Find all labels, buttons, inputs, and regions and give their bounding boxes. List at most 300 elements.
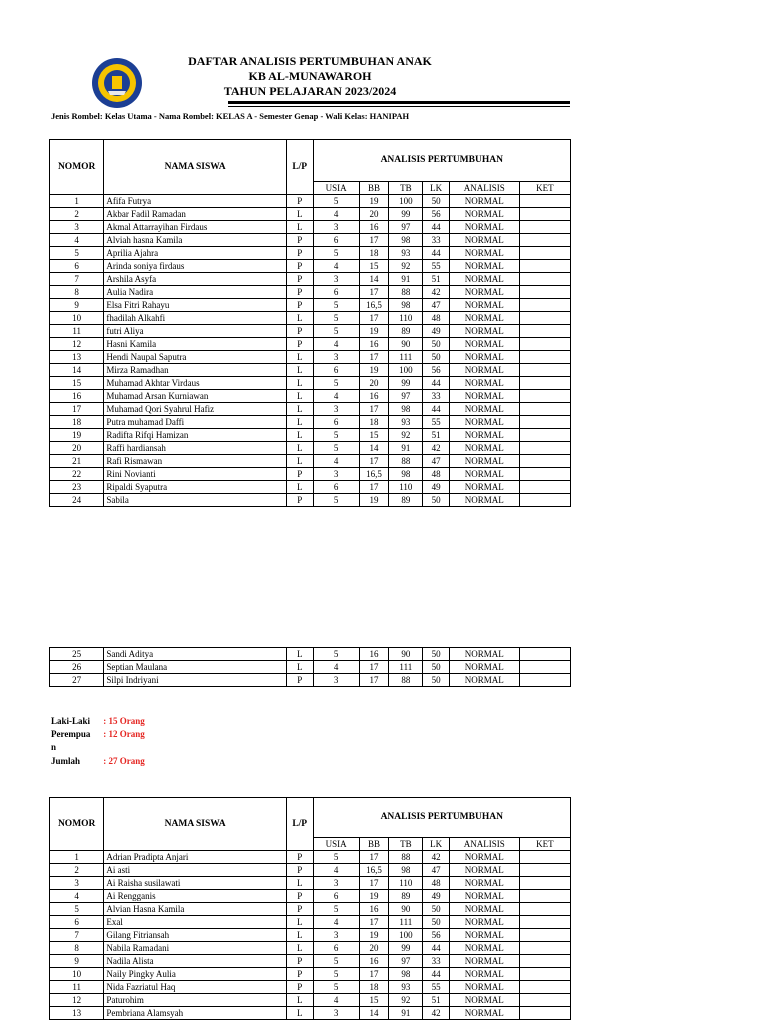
table-row [50, 195, 571, 208]
height-cell: 92 [389, 994, 423, 1007]
summary-jumlah-value: : 27 Orang [103, 756, 145, 766]
height-cell: 98 [389, 299, 423, 312]
summary-laki [51, 715, 145, 728]
analysis-cell: NORMAL [449, 674, 519, 687]
summary-perempuan-value: : 12 Orang [103, 729, 145, 739]
head-circumference-cell: 49 [423, 325, 450, 338]
height-cell: 111 [389, 351, 423, 364]
row-number-cell: 7 [50, 273, 104, 286]
weight-cell: 16 [359, 648, 389, 661]
gender-cell: P [286, 468, 313, 481]
analysis-cell: NORMAL [449, 286, 519, 299]
weight-cell: 16,5 [359, 864, 389, 877]
student-name-cell: Paturohim [104, 994, 287, 1007]
table-row [50, 929, 571, 942]
remark-cell [519, 494, 570, 507]
remark-cell [519, 981, 570, 994]
age-cell: 5 [313, 981, 359, 994]
head-circumference-cell: 56 [423, 929, 450, 942]
remark-cell [519, 890, 570, 903]
height-cell: 93 [389, 981, 423, 994]
analysis-cell: NORMAL [449, 234, 519, 247]
row-number-cell: 11 [50, 325, 104, 338]
table-row [50, 890, 571, 903]
weight-cell: 18 [359, 981, 389, 994]
table-row [50, 916, 571, 929]
summary-laki-label: Laki-Laki [51, 716, 91, 726]
head-circumference-cell: 50 [423, 903, 450, 916]
col-tb: TB [389, 182, 423, 195]
summary-jumlah-label: Jumlah [51, 756, 81, 766]
gender-cell: L [286, 942, 313, 955]
gender-cell: L [286, 1007, 313, 1020]
height-cell: 92 [389, 260, 423, 273]
height-cell: 97 [389, 390, 423, 403]
remark-cell [519, 221, 570, 234]
height-cell: 98 [389, 864, 423, 877]
height-cell: 98 [389, 968, 423, 981]
head-circumference-cell: 44 [423, 403, 450, 416]
head-circumference-cell: 49 [423, 890, 450, 903]
col-lk: LK [423, 182, 450, 195]
student-name-cell: Mirza Ramadhan [104, 364, 287, 377]
gender-cell: P [286, 195, 313, 208]
remark-cell [519, 338, 570, 351]
head-circumference-cell: 50 [423, 494, 450, 507]
student-name-cell: Ai Rengganis [104, 890, 287, 903]
gender-cell: L [286, 648, 313, 661]
analysis-cell: NORMAL [449, 195, 519, 208]
row-number-cell: 3 [50, 877, 104, 890]
student-name-cell: Aprilia Ajahra [104, 247, 287, 260]
student-name-cell: Rafi Rismawan [104, 455, 287, 468]
weight-cell: 16 [359, 221, 389, 234]
row-number-cell: 18 [50, 416, 104, 429]
table-2-body [50, 648, 571, 687]
head-circumference-cell: 51 [423, 994, 450, 1007]
row-number-cell: 21 [50, 455, 104, 468]
table-row [50, 273, 571, 286]
remark-cell [519, 864, 570, 877]
weight-cell: 15 [359, 260, 389, 273]
row-number-cell: 1 [50, 195, 104, 208]
height-cell: 111 [389, 916, 423, 929]
remark-cell [519, 351, 570, 364]
remark-cell [519, 312, 570, 325]
col-lp: L/P [286, 798, 313, 851]
analysis-cell: NORMAL [449, 351, 519, 364]
student-name-cell: Exal [104, 916, 287, 929]
student-name-cell: Ripaldi Syaputra [104, 481, 287, 494]
head-circumference-cell: 47 [423, 299, 450, 312]
gender-cell: L [286, 390, 313, 403]
head-circumference-cell: 44 [423, 968, 450, 981]
student-name-cell: fhadilah Alkahfi [104, 312, 287, 325]
head-circumference-cell: 33 [423, 390, 450, 403]
analysis-cell: NORMAL [449, 877, 519, 890]
age-cell: 4 [313, 260, 359, 273]
row-number-cell: 13 [50, 351, 104, 364]
age-cell: 5 [313, 312, 359, 325]
table-row [50, 390, 571, 403]
table-row [50, 851, 571, 864]
age-cell: 3 [313, 221, 359, 234]
analysis-cell: NORMAL [449, 273, 519, 286]
remark-cell [519, 377, 570, 390]
height-cell: 88 [389, 286, 423, 299]
gender-cell: P [286, 325, 313, 338]
height-cell: 89 [389, 325, 423, 338]
student-name-cell: Alviah hasna Kamila [104, 234, 287, 247]
analysis-cell: NORMAL [449, 968, 519, 981]
analysis-cell: NORMAL [449, 1007, 519, 1020]
gender-cell: P [286, 260, 313, 273]
height-cell: 90 [389, 903, 423, 916]
age-cell: 5 [313, 442, 359, 455]
age-cell: 6 [313, 942, 359, 955]
age-cell: 6 [313, 416, 359, 429]
age-cell: 5 [313, 429, 359, 442]
summary-perempuan [51, 728, 145, 741]
doc-title-line1: DAFTAR ANALISIS PERTUMBUHAN ANAK [188, 54, 432, 68]
student-name-cell: Pembriana Alamsyah [104, 1007, 287, 1020]
age-cell: 4 [313, 864, 359, 877]
weight-cell: 17 [359, 312, 389, 325]
analysis-cell: NORMAL [449, 661, 519, 674]
remark-cell [519, 674, 570, 687]
height-cell: 99 [389, 942, 423, 955]
gender-cell: L [286, 916, 313, 929]
height-cell: 99 [389, 377, 423, 390]
gender-cell: P [286, 864, 313, 877]
weight-cell: 16 [359, 955, 389, 968]
height-cell: 91 [389, 1007, 423, 1020]
table-row [50, 312, 571, 325]
analysis-cell: NORMAL [449, 390, 519, 403]
student-name-cell: Alvian Hasna Kamila [104, 903, 287, 916]
remark-cell [519, 916, 570, 929]
col-usia: USIA [313, 838, 359, 851]
gender-cell: L [286, 403, 313, 416]
head-circumference-cell: 48 [423, 877, 450, 890]
weight-cell: 19 [359, 364, 389, 377]
student-name-cell: Sabila [104, 494, 287, 507]
row-number-cell: 10 [50, 312, 104, 325]
table-row [50, 903, 571, 916]
head-circumference-cell: 44 [423, 221, 450, 234]
title-rule-thick [228, 101, 570, 104]
row-number-cell: 5 [50, 903, 104, 916]
col-usia: USIA [313, 182, 359, 195]
analysis-cell: NORMAL [449, 994, 519, 1007]
summary-jumlah [51, 755, 145, 768]
row-number-cell: 3 [50, 221, 104, 234]
head-circumference-cell: 42 [423, 851, 450, 864]
table-row [50, 864, 571, 877]
analysis-cell: NORMAL [449, 325, 519, 338]
weight-cell: 17 [359, 351, 389, 364]
student-name-cell: Muhamad Qori Syahrul Hafiz [104, 403, 287, 416]
gender-cell: P [286, 247, 313, 260]
student-name-cell: Hendi Naupal Saputra [104, 351, 287, 364]
col-nama: NAMA SISWA [104, 798, 287, 851]
weight-cell: 14 [359, 442, 389, 455]
gender-cell: L [286, 429, 313, 442]
remark-cell [519, 364, 570, 377]
row-number-cell: 10 [50, 968, 104, 981]
head-circumference-cell: 33 [423, 234, 450, 247]
row-number-cell: 27 [50, 674, 104, 687]
weight-cell: 16,5 [359, 299, 389, 312]
remark-cell [519, 208, 570, 221]
height-cell: 100 [389, 364, 423, 377]
student-name-cell: Naily Pingky Aulia [104, 968, 287, 981]
head-circumference-cell: 44 [423, 247, 450, 260]
gender-cell: P [286, 234, 313, 247]
remark-cell [519, 955, 570, 968]
weight-cell: 19 [359, 195, 389, 208]
age-cell: 5 [313, 648, 359, 661]
row-number-cell: 19 [50, 429, 104, 442]
analysis-cell: NORMAL [449, 916, 519, 929]
row-number-cell: 5 [50, 247, 104, 260]
table-row [50, 481, 571, 494]
remark-cell [519, 390, 570, 403]
age-cell: 3 [313, 674, 359, 687]
remark-cell [519, 903, 570, 916]
age-cell: 4 [313, 390, 359, 403]
head-circumference-cell: 50 [423, 661, 450, 674]
analysis-cell: NORMAL [449, 442, 519, 455]
weight-cell: 17 [359, 234, 389, 247]
student-name-cell: Arshila Asyfa [104, 273, 287, 286]
table-row [50, 208, 571, 221]
age-cell: 3 [313, 877, 359, 890]
head-circumference-cell: 33 [423, 955, 450, 968]
height-cell: 100 [389, 195, 423, 208]
col-ket: KET [519, 838, 570, 851]
weight-cell: 16 [359, 338, 389, 351]
col-bb: BB [359, 182, 389, 195]
age-cell: 5 [313, 325, 359, 338]
height-cell: 99 [389, 208, 423, 221]
col-analisis: ANALISIS [449, 182, 519, 195]
student-name-cell: Nabila Ramadani [104, 942, 287, 955]
weight-cell: 17 [359, 674, 389, 687]
head-circumference-cell: 55 [423, 981, 450, 994]
title-rule-thin [228, 106, 570, 107]
gender-cell: P [286, 981, 313, 994]
gender-cell: P [286, 955, 313, 968]
col-nomor: NOMOR [50, 798, 104, 851]
weight-cell: 16,5 [359, 468, 389, 481]
analysis-cell: NORMAL [449, 851, 519, 864]
age-cell: 5 [313, 247, 359, 260]
remark-cell [519, 403, 570, 416]
height-cell: 92 [389, 429, 423, 442]
student-name-cell: Ai Raisha susilawati [104, 877, 287, 890]
student-name-cell: futri Aliya [104, 325, 287, 338]
weight-cell: 17 [359, 481, 389, 494]
gender-cell: L [286, 351, 313, 364]
gender-cell: P [286, 674, 313, 687]
weight-cell: 17 [359, 877, 389, 890]
remark-cell [519, 299, 570, 312]
row-number-cell: 23 [50, 481, 104, 494]
table-row [50, 429, 571, 442]
analysis-cell: NORMAL [449, 481, 519, 494]
weight-cell: 16 [359, 903, 389, 916]
age-cell: 3 [313, 468, 359, 481]
table-3-body [50, 851, 571, 1020]
row-number-cell: 8 [50, 942, 104, 955]
remark-cell [519, 648, 570, 661]
growth-table-3 [49, 797, 571, 1020]
analysis-cell: NORMAL [449, 455, 519, 468]
remark-cell [519, 325, 570, 338]
row-number-cell: 4 [50, 890, 104, 903]
gender-cell: L [286, 994, 313, 1007]
row-number-cell: 8 [50, 286, 104, 299]
weight-cell: 19 [359, 890, 389, 903]
head-circumference-cell: 47 [423, 864, 450, 877]
gender-cell: L [286, 455, 313, 468]
col-bb: BB [359, 838, 389, 851]
remark-cell [519, 455, 570, 468]
age-cell: 6 [313, 286, 359, 299]
remark-cell [519, 234, 570, 247]
col-nomor: NOMOR [50, 140, 104, 195]
weight-cell: 17 [359, 455, 389, 468]
gender-cell: P [286, 338, 313, 351]
remark-cell [519, 851, 570, 864]
age-cell: 3 [313, 1007, 359, 1020]
analysis-cell: NORMAL [449, 864, 519, 877]
table-row [50, 494, 571, 507]
age-cell: 5 [313, 903, 359, 916]
height-cell: 98 [389, 403, 423, 416]
analysis-cell: NORMAL [449, 260, 519, 273]
head-circumference-cell: 48 [423, 312, 450, 325]
analysis-cell: NORMAL [449, 403, 519, 416]
gender-cell: L [286, 208, 313, 221]
col-ket: KET [519, 182, 570, 195]
age-cell: 4 [313, 994, 359, 1007]
height-cell: 100 [389, 929, 423, 942]
remark-cell [519, 429, 570, 442]
table-row [50, 234, 571, 247]
age-cell: 3 [313, 403, 359, 416]
weight-cell: 18 [359, 416, 389, 429]
remark-cell [519, 994, 570, 1007]
head-circumference-cell: 49 [423, 481, 450, 494]
age-cell: 5 [313, 195, 359, 208]
height-cell: 91 [389, 273, 423, 286]
gender-cell: L [286, 221, 313, 234]
weight-cell: 17 [359, 851, 389, 864]
gender-cell: L [286, 481, 313, 494]
doc-title-line2: KB AL-MUNAWAROH [248, 69, 372, 83]
height-cell: 89 [389, 494, 423, 507]
remark-cell [519, 481, 570, 494]
row-number-cell: 12 [50, 994, 104, 1007]
analysis-cell: NORMAL [449, 247, 519, 260]
student-name-cell: Nida Fazriatul Haq [104, 981, 287, 994]
row-number-cell: 25 [50, 648, 104, 661]
gender-cell: L [286, 661, 313, 674]
remark-cell [519, 877, 570, 890]
head-circumference-cell: 50 [423, 195, 450, 208]
weight-cell: 15 [359, 994, 389, 1007]
analysis-cell: NORMAL [449, 929, 519, 942]
table-row [50, 955, 571, 968]
row-number-cell: 15 [50, 377, 104, 390]
table-row [50, 221, 571, 234]
row-number-cell: 6 [50, 916, 104, 929]
analysis-cell: NORMAL [449, 903, 519, 916]
table-row [50, 364, 571, 377]
col-analisis-group: ANALISIS PERTUMBUHAN [313, 798, 570, 838]
remark-cell [519, 260, 570, 273]
remark-cell [519, 468, 570, 481]
table-row [50, 455, 571, 468]
remark-cell [519, 1007, 570, 1020]
table-row [50, 351, 571, 364]
height-cell: 88 [389, 674, 423, 687]
head-circumference-cell: 51 [423, 429, 450, 442]
head-circumference-cell: 42 [423, 1007, 450, 1020]
table-row [50, 260, 571, 273]
table-row [50, 674, 571, 687]
student-name-cell: Rini Novianti [104, 468, 287, 481]
summary-laki-value: : 15 Orang [103, 716, 145, 726]
weight-cell: 19 [359, 494, 389, 507]
table-row [50, 981, 571, 994]
age-cell: 5 [313, 494, 359, 507]
height-cell: 111 [389, 661, 423, 674]
height-cell: 88 [389, 851, 423, 864]
row-number-cell: 17 [50, 403, 104, 416]
analysis-cell: NORMAL [449, 955, 519, 968]
weight-cell: 19 [359, 325, 389, 338]
analysis-cell: NORMAL [449, 416, 519, 429]
height-cell: 110 [389, 312, 423, 325]
head-circumference-cell: 56 [423, 208, 450, 221]
height-cell: 90 [389, 648, 423, 661]
table-row [50, 661, 571, 674]
row-number-cell: 24 [50, 494, 104, 507]
head-circumference-cell: 50 [423, 916, 450, 929]
weight-cell: 17 [359, 968, 389, 981]
weight-cell: 20 [359, 208, 389, 221]
head-circumference-cell: 42 [423, 286, 450, 299]
analysis-cell: NORMAL [449, 981, 519, 994]
head-circumference-cell: 55 [423, 260, 450, 273]
row-number-cell: 2 [50, 208, 104, 221]
student-name-cell: Elsa Fitri Rahayu [104, 299, 287, 312]
age-cell: 5 [313, 299, 359, 312]
student-name-cell: Gilang Fitriansah [104, 929, 287, 942]
age-cell: 6 [313, 364, 359, 377]
gender-cell: P [286, 903, 313, 916]
height-cell: 88 [389, 455, 423, 468]
row-number-cell: 20 [50, 442, 104, 455]
height-cell: 110 [389, 481, 423, 494]
weight-cell: 17 [359, 661, 389, 674]
head-circumference-cell: 50 [423, 674, 450, 687]
gender-cell: P [286, 273, 313, 286]
gender-cell: P [286, 494, 313, 507]
